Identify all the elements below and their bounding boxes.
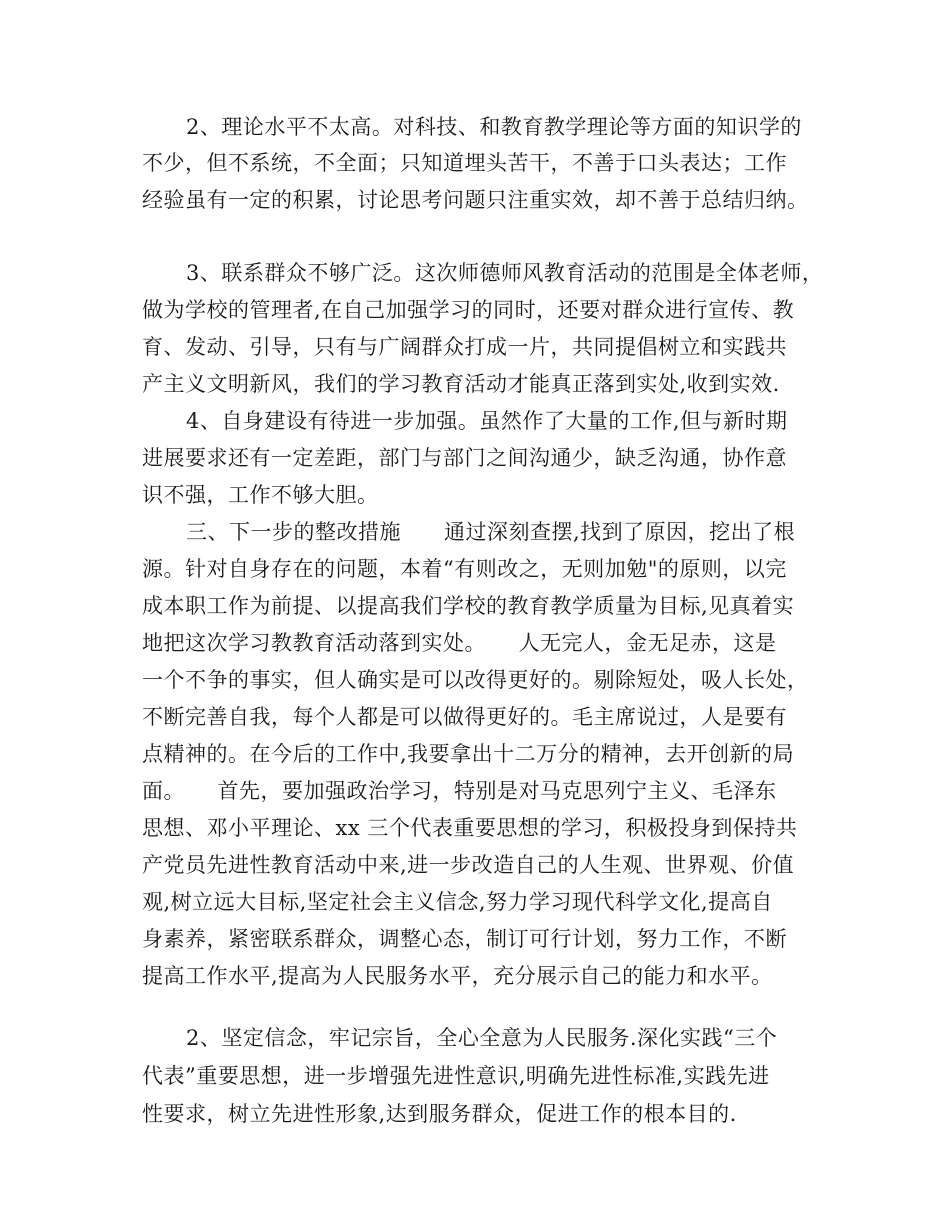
paragraph-line: 育、发动、引导，只有与广阔群众打成一片，共同提倡树立和实践共 xyxy=(142,335,787,359)
paragraph-line: 源。针对自身存在的问题，本着“有则改之，无则加勉"的原则，以完 xyxy=(142,557,787,581)
paragraph-line: 不断完善自我，每个人都是可以做得更好的。毛主席说过，人是要有 xyxy=(142,705,787,729)
paragraph-line: 2、坚定信念，牢记宗旨，全心全意为人民服务.深化实践“三个 xyxy=(186,1026,778,1050)
paragraph-line: 产主义文明新风，我们的学习教育活动才能真正落到实处,收到实效. xyxy=(142,372,780,396)
paragraph-line: 做为学校的管理者,在自己加强学习的同时，还要对群众进行宣传、教 xyxy=(142,298,795,322)
paragraph-line: 性要求，树立先进性形象,达到服务群众，促进工作的根本目的. xyxy=(142,1102,737,1126)
paragraph-line: 产党员先进性教育活动中来,进一步改造自己的人生观、世界观、价值 xyxy=(142,853,795,877)
paragraph-line: 4、自身建设有待进一步加强。虽然作了大量的工作,但与新时期 xyxy=(186,409,788,433)
section-heading-line: 三、下一步的整改措施 通过深刻查摆,找到了原因，挖出了根 xyxy=(186,520,796,544)
paragraph-line: 3、联系群众不够广泛。这次师德师风教育活动的范围是全体老师， xyxy=(186,261,824,285)
paragraph-line: 2、理论水平不太高。对科技、和教育教学理论等方面的知识学的 xyxy=(186,115,802,139)
paragraph-line: 成本职工作为前提、以提高我们学校的教育教学质量为目标,见真着实 xyxy=(142,594,795,618)
paragraph-line: 一个不争的事实，但人确实是可以改得更好的。剔除短处，吸人长处， xyxy=(142,668,809,692)
paragraph-line: 识不强，工作不够大胆。 xyxy=(142,483,379,507)
paragraph-line: 地把这次学习教教育活动落到实处。 人无完人，金无足赤，这是 xyxy=(142,631,777,655)
paragraph-line: 提高工作水平,提高为人民服务水平，充分展示自己的能力和水平。 xyxy=(142,964,773,988)
paragraph-line: 面。 首先，要加强政治学习，特别是对马克思列宁主义、毛泽东 xyxy=(142,779,777,803)
paragraph-line: 经验虽有一定的积累，讨论思考问题只注重实效，却不善于总结归纳。 xyxy=(142,188,809,212)
paragraph-line: 点精神的。在今后的工作中,我要拿出十二万分的精神，去开创新的局 xyxy=(142,742,795,766)
paragraph-line: 身素养，紧密联系群众，调整心态，制订可行计划，努力工作，不断 xyxy=(142,927,787,951)
paragraph-line: 思想、邓小平理论、xx 三个代表重要思想的学习，积极投身到保持共 xyxy=(142,816,798,840)
paragraph-line: 观,树立远大目标,坚定社会主义信念,努力学习现代科学文化,提高自 xyxy=(142,890,773,914)
paragraph-line: 代表”重要思想，进一步增强先进性意识,明确先进性标准,实践先进 xyxy=(142,1064,770,1088)
paragraph-line: 不少，但不系统，不全面；只知道埋头苦干，不善于口头表达；工作 xyxy=(142,151,787,175)
paragraph-line: 进展要求还有一定差距，部门与部门之间沟通少，缺乏沟通，协作意 xyxy=(142,446,787,470)
